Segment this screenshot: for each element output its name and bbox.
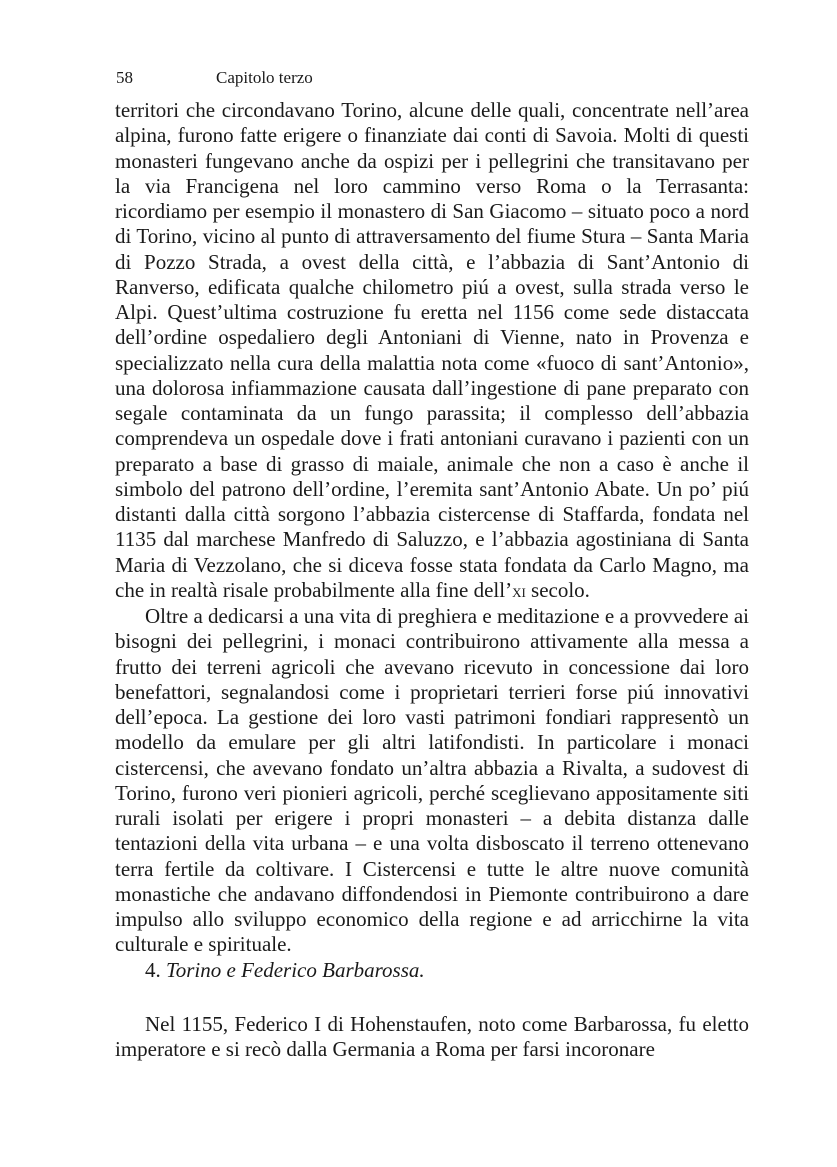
running-head [116,68,313,88]
paragraph-1-tail: secolo. [525,577,590,602]
chapter-title: Capitolo terzo [216,68,313,87]
page-number: 58 [116,68,133,87]
body-text [115,98,749,958]
paragraph-1-text: territori che circondavano Torino, alcune delle quali, concentrate nell’area alpina, furono fatte erigere o finanziate dai conti di Savoia. Molti di questi monasteri fungevano anche da ospizi per i pellegrini che transitavano per la via Francigena nel loro cammino verso Roma o la Terrasanta: ricordiamo per esempio il monastero di San Giacomo – situato poco a nord di Torino, vicino al punto di attraversamento del fiume Stura – Santa Maria di Pozzo Strada, a ovest della città, e l’abbazia di Sant’Antonio di Ranverso, edificata qualche chilometro piú a ovest, sulla strada verso le Alpi. Quest’ultima costruzione fu eretta nel 1156 come sede distaccata dell’ordine ospedaliero degli Antoniani di Vienne, nato in Provenza e specializzato nella cura della malattia nota come «fuoco di sant’Antonio», una dolorosa infiammazione causata dall’ingestione di pane preparato con segale contaminata da un fungo parassita; il complesso dell’abbazia comprendeva un ospedale dove i frati antoniani curavano i pazienti con un preparato a base di grasso di maiale, animale che non a caso è anche il simbolo del patrono dell’ordine, l’eremita sant’Antonio Abate. Un po’ piú distanti dalla città sorgono l’abbazia cistercense di Staffarda, fondata nel 1135 dal marchese Manfredo di Saluzzo, e l’abbazia agostiniana di Santa Maria di Vezzolano, che si diceva fosse stata fondata da Carlo Magno, ma che in realtà risale probabilmente alla fine dell’ [115,98,749,602]
section-number: 4. [145,958,161,982]
paragraph-3: Nel 1155, Federico I di Hohenstaufen, noto come Barbarossa, fu eletto imperatore e si recò dalla Germania a Roma per farsi incoronare [115,1012,749,1062]
paragraph-1 [115,98,749,604]
paragraph-2: Oltre a dedicarsi a una vita di preghiera e meditazione e a provvedere ai bisogni dei pellegrini, i monaci contribuirono attivamente alla messa a frutto dei terreni agricoli che avevano ricevuto in concessione dai loro benefattori, segnalandosi come i proprietari terrieri forse piú innovativi dell’epoca. La gestione dei loro vasti patrimoni fondiari rappresentò un modello da emulare per gli altri latifondisti. In particolare i monaci cistercensi, che avevano fondato un’altra abbazia a Rivalta, a sudovest di Torino, furono veri pionieri agricoli, perché sceglievano appositamente siti rurali isolati per erigere i propri monasteri – a debita distanza dalle tentazioni della vita urbana – e una volta disboscato il terreno ottenevano terra fertile da coltivare. I Cistercensi e tutte le altre nuove comunità monastiche che andavano diffondendosi in Piemonte contribuirono a dare impulso allo sviluppo economico della regione e ad arricchirne la vita culturale e spirituale. [115,604,749,957]
section-heading [145,958,425,983]
section-body [115,1012,749,1063]
section-title: Torino e Federico Barbarossa. [166,958,425,982]
century-numeral: xi [512,580,526,602]
